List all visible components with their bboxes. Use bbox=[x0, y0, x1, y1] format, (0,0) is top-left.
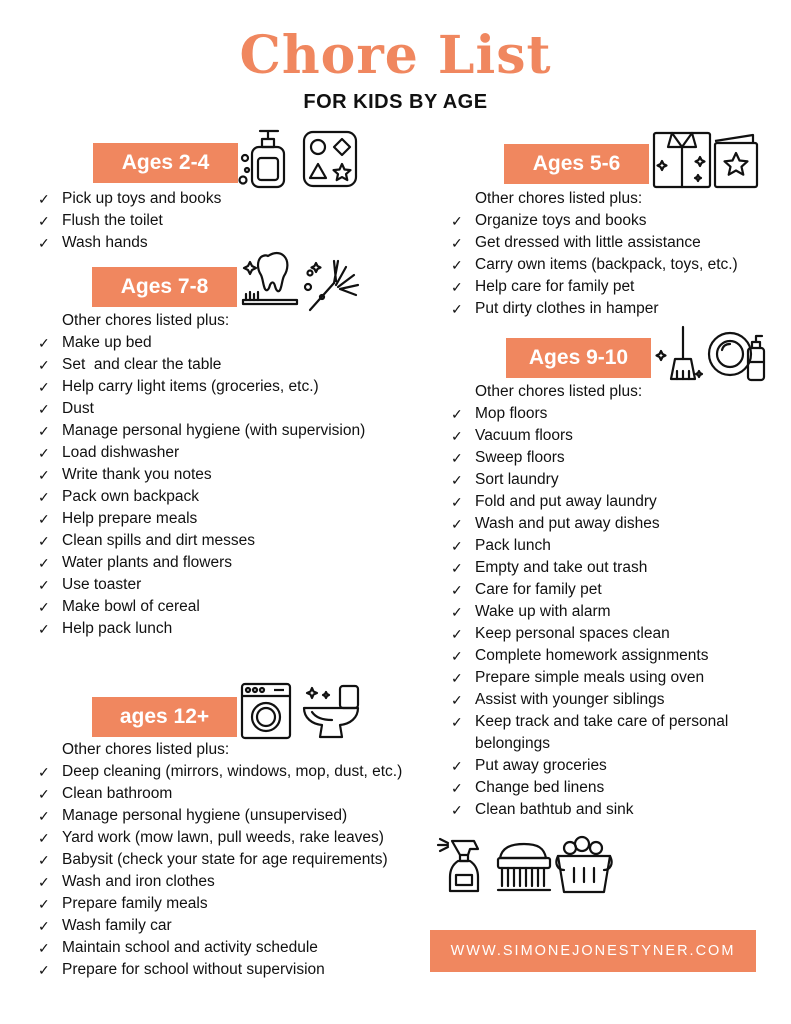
list-item: ✓ Make up bed bbox=[38, 332, 365, 354]
check-icon: ✓ bbox=[38, 533, 50, 549]
section-badge-ages-9-10: Ages 9-10 bbox=[506, 338, 651, 378]
list-item: ✓ Dust bbox=[38, 398, 365, 420]
page-subtitle: FOR KIDS BY AGE bbox=[303, 91, 488, 113]
tooth-and-toothbrush-icon bbox=[240, 250, 300, 308]
check-icon: ✓ bbox=[451, 538, 463, 554]
soap-dispenser-icon bbox=[238, 128, 296, 190]
check-icon: ✓ bbox=[38, 577, 50, 593]
check-icon: ✓ bbox=[38, 401, 50, 417]
bucket-icon bbox=[554, 834, 614, 896]
check-icon: ✓ bbox=[38, 335, 50, 351]
check-icon: ✓ bbox=[451, 714, 463, 730]
section-badge-ages-7-8: Ages 7-8 bbox=[92, 267, 237, 307]
list-item: ✓ Help prepare meals bbox=[38, 508, 365, 530]
list-item: ✓ Keep personal spaces clean bbox=[451, 623, 771, 645]
check-icon: ✓ bbox=[38, 874, 50, 890]
list-item: ✓ Vacuum floors bbox=[451, 425, 771, 447]
list-item: ✓ Assist with younger siblings bbox=[451, 689, 771, 711]
shape-sorter-icon bbox=[302, 130, 358, 188]
check-icon: ✓ bbox=[38, 357, 50, 373]
list-item: ✓ Set and clear the table bbox=[38, 354, 365, 376]
check-icon: ✓ bbox=[38, 445, 50, 461]
check-icon: ✓ bbox=[38, 191, 50, 207]
list-item: ✓ Mop floors bbox=[451, 403, 771, 425]
section-intro: Other chores listed plus: bbox=[62, 741, 230, 758]
check-icon: ✓ bbox=[451, 472, 463, 488]
list-item: ✓ Use toaster bbox=[38, 574, 365, 596]
page-title: Chore List bbox=[239, 25, 552, 86]
dish-and-soap-icon bbox=[706, 326, 768, 384]
section-intro: Other chores listed plus: bbox=[62, 312, 230, 329]
washing-machine-icon bbox=[240, 682, 292, 740]
list-item: ✓ Keep track and take care of personal belongings bbox=[451, 713, 729, 752]
check-icon: ✓ bbox=[451, 235, 463, 251]
check-icon: ✓ bbox=[38, 808, 50, 824]
list-item: ✓ Fold and put away laundry bbox=[451, 491, 771, 513]
list-item: ✓ Manage personal hygiene (unsupervised) bbox=[38, 805, 402, 827]
section-badge-ages-2-4: Ages 2-4 bbox=[93, 143, 238, 183]
check-icon: ✓ bbox=[38, 940, 50, 956]
list-item: ✓ Wash hands bbox=[38, 232, 221, 254]
list-item: ✓ Pick up toys and books bbox=[38, 188, 221, 210]
check-icon: ✓ bbox=[38, 830, 50, 846]
list-item: ✓ Wash family car bbox=[38, 915, 402, 937]
check-icon: ✓ bbox=[38, 852, 50, 868]
chore-list-ages-2-4 bbox=[38, 188, 221, 254]
check-icon: ✓ bbox=[451, 560, 463, 576]
list-item: ✓ Write thank you notes bbox=[38, 464, 365, 486]
check-icon: ✓ bbox=[38, 555, 50, 571]
list-item: ✓ Manage personal hygiene (with supervision) bbox=[38, 420, 365, 442]
check-icon: ✓ bbox=[38, 621, 50, 637]
list-item: ✓ Carry own items (backpack, toys, etc.) bbox=[451, 254, 738, 276]
check-icon: ✓ bbox=[451, 802, 463, 818]
list-item: ✓ Prepare simple meals using oven bbox=[451, 667, 771, 689]
check-icon: ✓ bbox=[451, 494, 463, 510]
list-item: ✓ Flush the toilet bbox=[38, 210, 221, 232]
check-icon: ✓ bbox=[451, 301, 463, 317]
broom-icon bbox=[653, 325, 705, 383]
check-icon: ✓ bbox=[451, 428, 463, 444]
check-icon: ✓ bbox=[451, 626, 463, 642]
check-icon: ✓ bbox=[38, 786, 50, 802]
check-icon: ✓ bbox=[38, 599, 50, 615]
list-item: ✓ Sort laundry bbox=[451, 469, 771, 491]
list-item: ✓ Organize toys and books bbox=[451, 210, 738, 232]
check-icon: ✓ bbox=[451, 582, 463, 598]
check-icon: ✓ bbox=[38, 213, 50, 229]
check-icon: ✓ bbox=[451, 780, 463, 796]
check-icon: ✓ bbox=[38, 467, 50, 483]
check-icon: ✓ bbox=[451, 279, 463, 295]
list-item: ✓ Complete homework assignments bbox=[451, 645, 771, 667]
chore-list-ages-7-8 bbox=[38, 332, 365, 640]
check-icon: ✓ bbox=[38, 235, 50, 251]
list-item: ✓ Clean bathtub and sink bbox=[451, 799, 771, 821]
list-item: ✓ Make bowl of cereal bbox=[38, 596, 365, 618]
toilet-icon bbox=[300, 682, 362, 740]
check-icon: ✓ bbox=[451, 406, 463, 422]
scrub-brush-icon bbox=[494, 838, 554, 894]
section-badge-ages-12-plus: ages 12+ bbox=[92, 697, 237, 737]
list-item: ✓ Prepare family meals bbox=[38, 893, 402, 915]
list-item: ✓ Empty and take out trash bbox=[451, 557, 771, 579]
check-icon: ✓ bbox=[451, 670, 463, 686]
list-item: ✓ Load dishwasher bbox=[38, 442, 365, 464]
check-icon: ✓ bbox=[451, 450, 463, 466]
section-intro: Other chores listed plus: bbox=[475, 190, 643, 207]
list-item: ✓ Help care for family pet bbox=[451, 276, 738, 298]
check-icon: ✓ bbox=[38, 918, 50, 934]
shirt-icon bbox=[652, 131, 712, 189]
list-item: ✓ Deep cleaning (mirrors, windows, mop, dust, etc.) bbox=[38, 761, 402, 783]
list-item: ✓ Water plants and flowers bbox=[38, 552, 365, 574]
list-item: ✓ Help carry light items (groceries, etc.) bbox=[38, 376, 365, 398]
section-badge-ages-5-6: Ages 5-6 bbox=[504, 144, 649, 184]
list-item: ✓ Wash and iron clothes bbox=[38, 871, 402, 893]
check-icon: ✓ bbox=[451, 648, 463, 664]
list-item: ✓ Yard work (mow lawn, pull weeds, rake leaves) bbox=[38, 827, 402, 849]
list-item: ✓ Sweep floors bbox=[451, 447, 771, 469]
check-icon: ✓ bbox=[38, 896, 50, 912]
list-item: ✓ Care for family pet bbox=[451, 579, 771, 601]
list-item: ✓ Wash and put away dishes bbox=[451, 513, 771, 535]
list-item: ✓ Pack own backpack bbox=[38, 486, 365, 508]
list-item: ✓ Pack lunch bbox=[451, 535, 771, 557]
chore-list-ages-9-10 bbox=[451, 403, 771, 821]
list-item: ✓ Maintain school and activity schedule bbox=[38, 937, 402, 959]
list-item: ✓ Prepare for school without supervision bbox=[38, 959, 402, 981]
section-intro: Other chores listed plus: bbox=[475, 383, 643, 400]
check-icon: ✓ bbox=[38, 379, 50, 395]
spray-bottle-icon bbox=[436, 835, 494, 895]
check-icon: ✓ bbox=[451, 516, 463, 532]
list-item: ✓ Get dressed with little assistance bbox=[451, 232, 738, 254]
list-item: ✓ Clean bathroom bbox=[38, 783, 402, 805]
check-icon: ✓ bbox=[451, 758, 463, 774]
list-item: ✓ Babysit (check your state for age requirements) bbox=[38, 849, 402, 871]
website-url-banner: WWW.SIMONEJONESTYNER.COM bbox=[430, 930, 756, 972]
list-item: ✓ Change bed linens bbox=[451, 777, 771, 799]
list-item: ✓ Clean spills and dirt messes bbox=[38, 530, 365, 552]
check-icon: ✓ bbox=[451, 692, 463, 708]
list-item: ✓ Put dirty clothes in hamper bbox=[451, 298, 738, 320]
star-card-icon bbox=[713, 133, 761, 189]
check-icon: ✓ bbox=[38, 962, 50, 978]
check-icon: ✓ bbox=[38, 764, 50, 780]
chore-list-ages-5-6 bbox=[451, 210, 738, 320]
check-icon: ✓ bbox=[451, 604, 463, 620]
list-item: ✓ Put away groceries bbox=[451, 755, 771, 777]
chore-list-ages-12-plus bbox=[38, 761, 402, 981]
toilet-brush-icon bbox=[300, 255, 362, 315]
check-icon: ✓ bbox=[38, 423, 50, 439]
check-icon: ✓ bbox=[451, 213, 463, 229]
list-item: ✓ Wake up with alarm bbox=[451, 601, 771, 623]
check-icon: ✓ bbox=[451, 257, 463, 273]
check-icon: ✓ bbox=[38, 511, 50, 527]
check-icon: ✓ bbox=[38, 489, 50, 505]
list-item: ✓ Help pack lunch bbox=[38, 618, 365, 640]
